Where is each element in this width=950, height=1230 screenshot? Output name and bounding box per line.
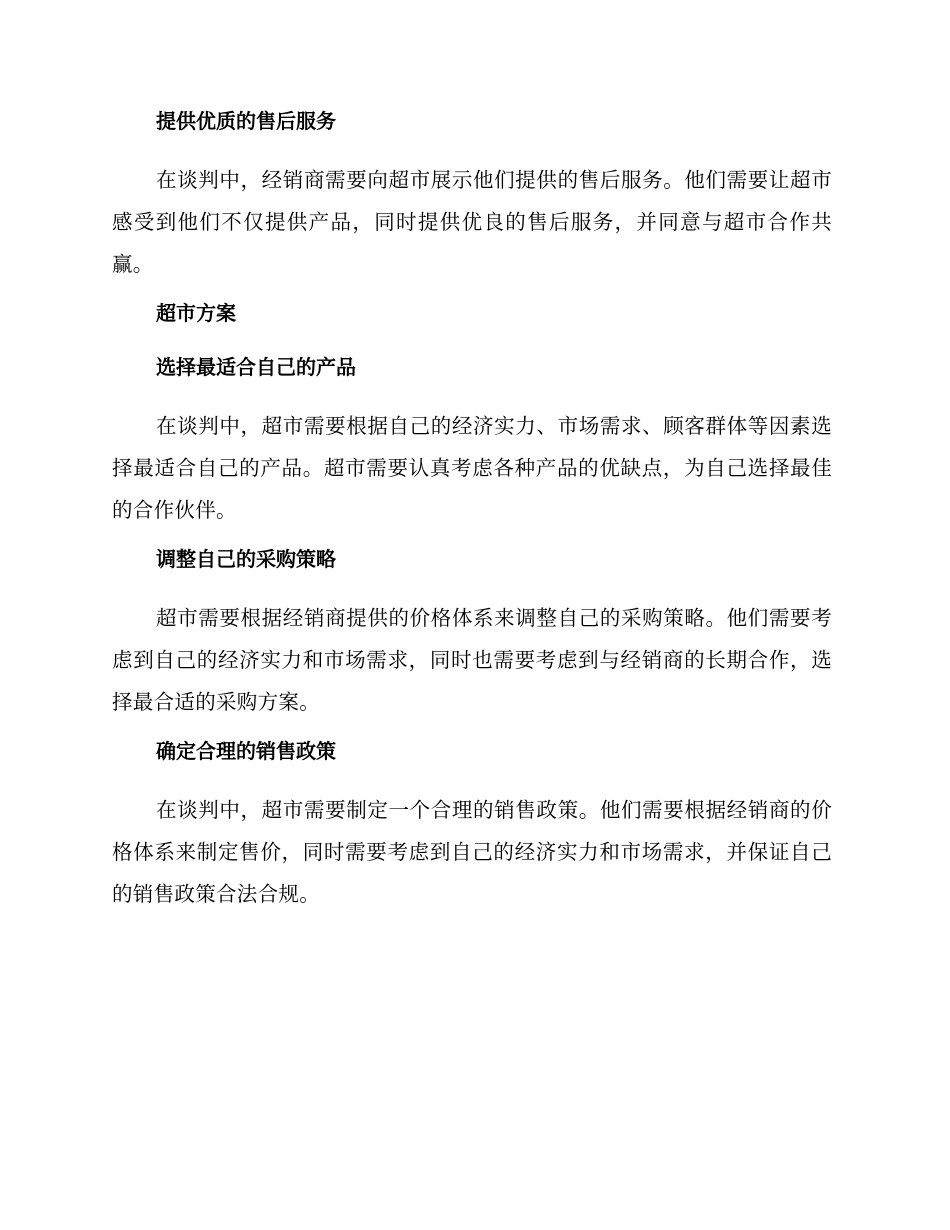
- section-sales-policy: [112, 735, 832, 915]
- section-paragraph: 在谈判中，超市需要制定一个合理的销售政策。他们需要根据经销商的价格体系来制定售价，同时需要考虑到自己的经济实力和市场需求，并保证自己的销售政策合法合规。: [112, 798, 832, 906]
- section-paragraph: 在谈判中，经销商需要向超市展示他们提供的售后服务。他们需要让超市感受到他们不仅提供产品，同时提供优良的售后服务，并同意与超市合作共赢。: [112, 168, 832, 276]
- section-heading: 选择最适合自己的产品: [156, 355, 356, 379]
- section-heading: 超市方案: [156, 301, 236, 325]
- section-purchasing-strategy: [112, 543, 832, 723]
- section-after-sales-service: [112, 105, 832, 285]
- section-paragraph: 在谈判中，超市需要根据自己的经济实力、市场需求、顾客群体等因素选择最适合自己的产品。超市需要认真考虑各种产品的优缺点，为自己选择最佳的合作伙伴。: [112, 414, 832, 522]
- section-heading: 提供优质的售后服务: [156, 109, 336, 133]
- section-paragraph: 超市需要根据经销商提供的价格体系来调整自己的采购策略。他们需要考虑到自己的经济实力和市场需求，同时也需要考虑到与经销商的长期合作，选择最合适的采购方案。: [112, 606, 832, 714]
- section-supermarket-plan: [112, 297, 832, 329]
- section-heading: 确定合理的销售政策: [156, 739, 336, 763]
- section-choose-products: [112, 351, 832, 531]
- section-heading: 调整自己的采购策略: [156, 547, 336, 571]
